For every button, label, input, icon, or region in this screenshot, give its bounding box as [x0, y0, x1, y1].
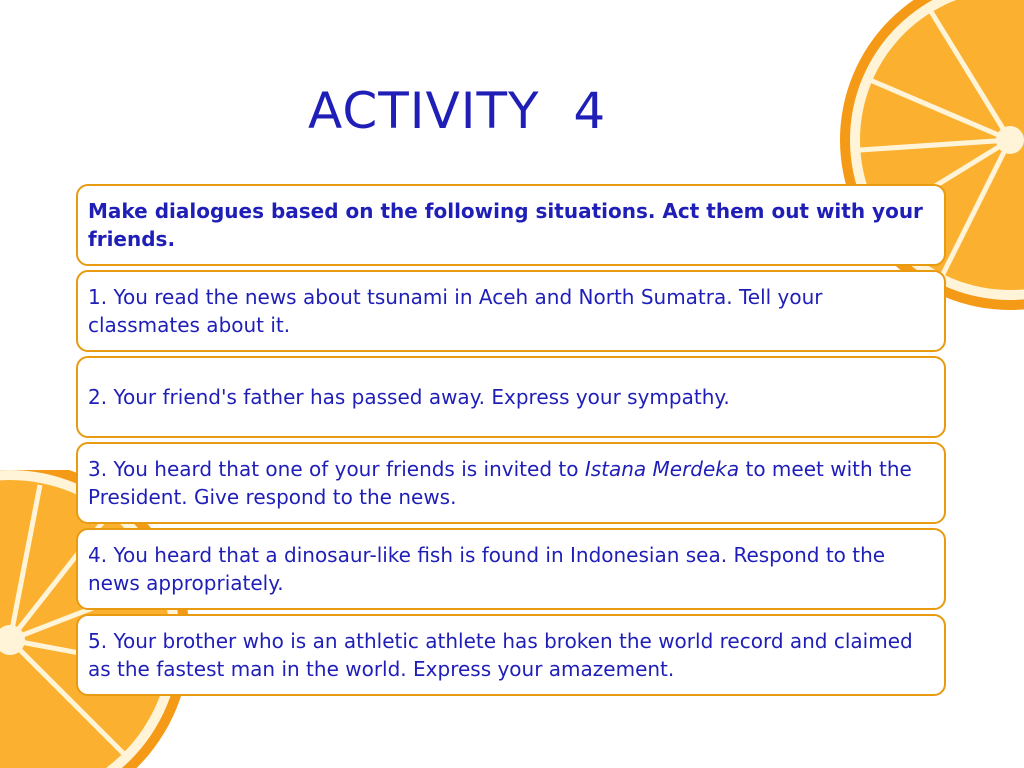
- situation-box-1: [76, 270, 946, 352]
- place-name-emphasis: Istana Merdeka: [584, 457, 740, 481]
- situation-text: 2. Your friend's father has passed away. Express your sympathy.: [88, 385, 730, 409]
- situation-text: [88, 455, 934, 511]
- situation-box-4: [76, 528, 946, 610]
- situation-box-3: [76, 442, 946, 524]
- situation-text-tail: to meet with the President. Give respond to the news.: [88, 457, 912, 509]
- situation-box-2: [76, 356, 946, 438]
- instruction-text: Make dialogues based on the following situations. Act them out with your friends.: [88, 199, 923, 251]
- situation-text-lead: 3. You heard that one of your friends is invited to: [88, 457, 585, 481]
- slide-title: ACTIVITY 4: [308, 82, 607, 140]
- instruction-box: [76, 184, 946, 266]
- situation-box-5: [76, 614, 946, 696]
- situation-text: 4. You heard that a dinosaur-like fish is found in Indonesian sea. Respond to the news appropriately.: [88, 543, 886, 595]
- situation-text: 5. Your brother who is an athletic athlete has broken the world record and claimed as the fastest man in the world. Express your amazement.: [88, 629, 913, 681]
- situation-text: 1. You read the news about tsunami in Aceh and North Sumatra. Tell your classmates about it.: [88, 285, 823, 337]
